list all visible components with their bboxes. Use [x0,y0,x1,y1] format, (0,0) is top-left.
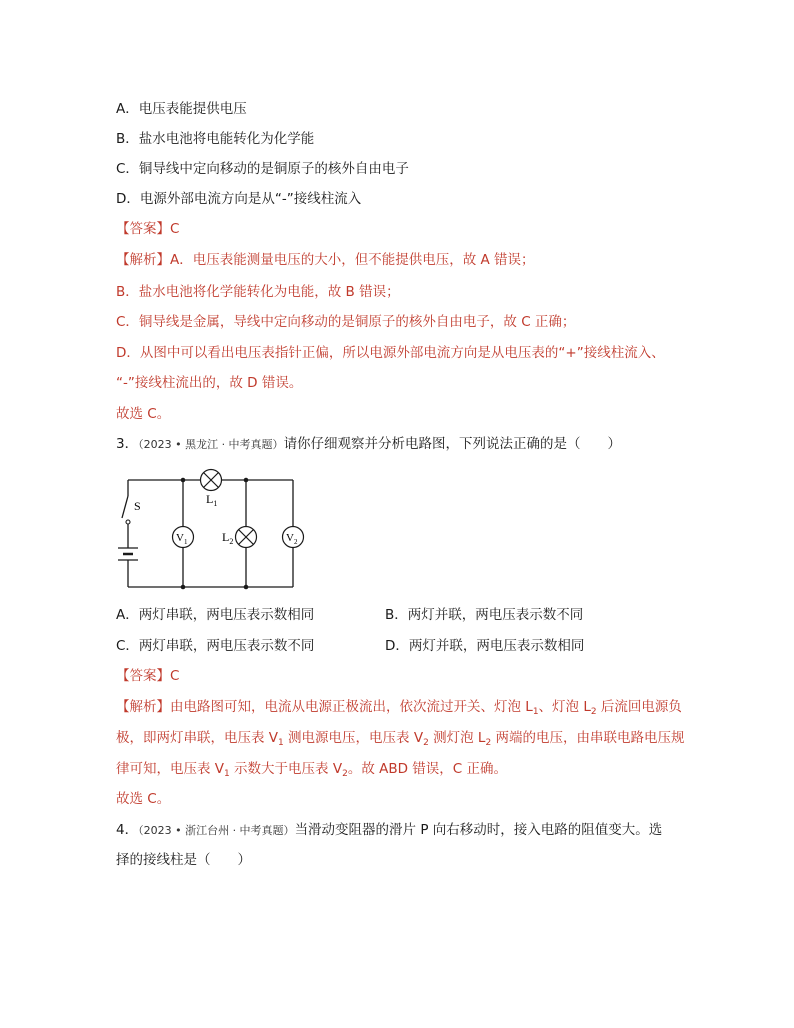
lamp-l2-label: $L_2$ [222,530,234,546]
answer-tag: 【答案】 [116,221,170,237]
analysis-tag: 【解析】 [116,699,170,715]
q3-stem [116,434,621,455]
switch-blade [122,496,128,518]
q2-option-a: A．电压表能提供电压 [116,101,247,117]
q3-option-b: B．两灯并联，两电压表示数不同 [385,607,584,623]
question-source: （2023 • 黑龙江 · 中考真题） [138,438,284,451]
q2-answer [116,219,179,239]
q2-analysis-line-3: C．铜导线是金属，导线中定向移动的是铜原子的核外自由电子，故 C 正确； [116,314,576,330]
voltmeter-v1-label: $V_1$ [176,532,188,546]
answer-value: C [170,221,180,237]
q2-analysis-line-1 [116,250,535,270]
q2-analysis-line-5: “-”接线柱流出的，故 D 错误。 [116,375,303,391]
question-number: 4． [116,822,139,838]
q2-analysis-line-2: B．盐水电池将化学能转化为电能，故 B 错误； [116,284,400,300]
q3-conclusion: 故选 C。 [116,791,171,807]
q4-stem-line-1 [116,820,662,841]
q3-option-c: C．两灯串联，两电压表示数不同 [116,638,315,654]
q3-analysis-line-2: 极，即两灯串联，电压表 $V_1$ 测电源电压，电压表 $V_2$ 测灯泡 $L_2$ 两端的电压，由串联电路电压规 [116,730,685,748]
circuit-diagram [110,462,310,594]
question-stem: 当滑动变阻器的滑片 P 向右移动时，接入电路的阻值变大。选 [294,822,663,838]
switch-label: S [134,499,141,513]
lamp-l2-icon [236,527,257,548]
q2-option-c: C．铜导线中定向移动的是铜原子的核外自由电子 [116,161,409,177]
voltmeter-v2-label: $V_2$ [286,532,298,546]
analysis-tag: 【解析】 [116,252,170,268]
lamp-l1-label: $L_1$ [206,492,218,508]
q2-conclusion: 故选 C。 [116,406,171,422]
q2-option-b: B．盐水电池将电能转化为化学能 [116,131,315,147]
analysis-text: A．电压表能测量电压的大小，但不能提供电压，故 A 错误； [170,252,535,268]
switch-contact [126,520,130,524]
question-number: 3． [116,436,139,452]
question-source: （2023 • 浙江台州 · 中考真题） [138,824,295,837]
q3-option-d: D．两灯并联，两电压表示数相同 [385,638,585,654]
q3-answer [116,666,179,686]
answer-value: C [170,668,180,684]
q2-option-d: D．电源外部电流方向是从“-”接线柱流入 [116,191,362,207]
q3-analysis-line-1: 【解析】由电路图可知，电流从电源正极流出，依次流过开关、灯泡 $L_1$、灯泡 $L_2$ 后流回电源负 [116,699,682,717]
q4-stem-line-2: 择的接线柱是（ ） [116,852,251,868]
q2-analysis-line-4: D．从图中可以看出电压表指针正偏，所以电源外部电流方向是从电压表的“+”接线柱流入、 [116,345,665,361]
lamp-l1-icon [201,470,222,491]
q3-analysis-line-3: 律可知，电压表 $V_1$ 示数大于电压表 $V_2$。故 ABD 错误，C 正确。 [116,761,508,779]
question-stem: 请你仔细观察并分析电路图，下列说法正确的是（ ） [283,436,622,452]
q3-option-a: A．两灯串联，两电压表示数相同 [116,607,315,623]
answer-tag: 【答案】 [116,668,170,684]
battery-icon [118,548,138,560]
